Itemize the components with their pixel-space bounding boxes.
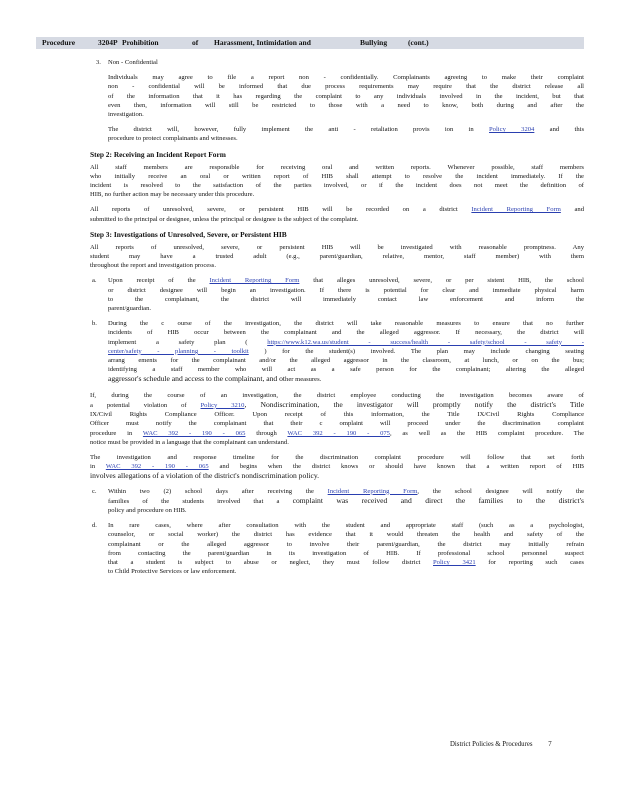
text-line: The district will, however, fully implement the anti - retaliation provis ion in Policy 3204 and this: [108, 126, 584, 134]
section-step-3: [90, 230, 584, 385]
wac-link[interactable]: WAC 392 - 190 - 075: [287, 429, 390, 437]
section-heading: Step 2: Receiving an Incident Report Form: [90, 149, 226, 159]
text-line: to the complainant, the district will immediately contact law enforcement and inform the: [108, 295, 584, 303]
text-line: parent/guardian.: [108, 305, 152, 313]
text-line: even then, information will still be restricted to those with a need to know, both during and after the: [108, 101, 584, 109]
header-title-a: Prohibition: [122, 38, 159, 47]
text-line: student may have a trusted adult (e.g., parent/guardian, relative, mentor, staff member) with them: [90, 253, 584, 261]
text-line: families of the students involved that a complaint was received and direct the families to the district's: [108, 495, 584, 505]
text-line: implement a safety plan ( https://www.k12.wa.us/student - success/health - safety/school - safety -: [108, 338, 584, 346]
text-line: counselor, or social worker) the district has evidence that it would threaten the health and safety of the: [108, 531, 584, 539]
text-line: Upon receipt of the Incident Reporting Form that alleges unresolved, severe, or per sistent HIB, the school: [108, 277, 584, 285]
text-line: involves allegations of a violation of the district's nondiscrimination policy.: [90, 471, 320, 481]
text-line: Officer must notify the complainant that their c omplaint will proceed under the discrimination complaint: [90, 420, 584, 428]
text-line: complainant or the alleged aggressor to involve their parent/guardian, the district may initially refrain: [108, 540, 584, 548]
policy-link[interactable]: Policy 3421: [433, 558, 476, 566]
list-item-c: [92, 487, 584, 516]
paragraph: [90, 243, 584, 271]
text-line: non - confidential will be informed that due process requirements may require that the district release all: [108, 83, 584, 91]
footer-label: District Policies & Procedures: [450, 741, 533, 748]
list-item-b: [92, 319, 584, 384]
text-line: procedure in WAC 392 - 190 - 065 through WAC 392 - 190 - 075, as well as the HIB complaint procedure. The: [90, 429, 584, 437]
header-title-c: Harassment, Intimidation and: [214, 38, 311, 47]
text-line: incident is resolved to the satisfaction of the parties involved, or if the incident does not meet the definition of: [90, 182, 584, 190]
incident-form-link[interactable]: Incident Reporting Form: [209, 277, 300, 285]
text-line: In rare cases, where after consultation with the student and appropriate staff (such as a psychologist,: [108, 522, 584, 530]
text-line: All reports of unresolved, severe, or persistent HIB will be recorded on a district Incident Reporting Form and: [90, 206, 584, 214]
text-line: If, during the course of an investigation, the district employee conducting the investigation becomes aware of: [90, 391, 584, 399]
section-heading: Non - Confidential: [108, 59, 158, 66]
text-line: or district designee will begin an investigation. If there is potential for clear and immediate physical harm: [108, 286, 584, 294]
text-line: aggressor's schedule and access to the complainant, and other measures.: [108, 374, 322, 384]
header-title-d: Bullying: [360, 38, 388, 47]
text-line: notice must be provided in a language that the complainant can understand.: [90, 438, 289, 446]
header-code: 3204P: [98, 38, 118, 47]
text-line: center/safety - planning - toolkit ) for the student(s) involved. The plan may include changing seating: [108, 347, 584, 355]
page-header: [36, 37, 584, 49]
text-line: All staff members are responsible for receiving oral and written reports. Whenever possible, staff members: [90, 163, 584, 171]
incident-form-link[interactable]: Incident Reporting Form: [327, 487, 418, 495]
header-title-b: of: [192, 38, 199, 47]
paragraph-timeline: [90, 453, 584, 481]
item-letter: c.: [92, 487, 97, 495]
paragraph: [108, 73, 584, 119]
text-line: from contacting the parent/guardian in its investigation of HIB. If professional school personnel suspect: [108, 549, 584, 557]
text-line: During the c ourse of the investigation, the district will take reasonable measures to ensure that no further: [108, 320, 584, 328]
policy-link[interactable]: Policy 3204: [489, 126, 535, 134]
incident-form-link[interactable]: Incident Reporting Form: [471, 206, 561, 214]
text-line: All reports of unresolved, severe, or persistent HIB will be investigated with reasonable promptness. Any: [90, 243, 584, 251]
section-non-confidential: [96, 58, 584, 144]
section-heading: Step 3: Investigations of Unresolved, Severe, or Persistent HIB: [90, 229, 287, 239]
text-line: investigation.: [108, 111, 144, 119]
item-number: 3.: [96, 59, 101, 66]
text-line: Within two (2) school days after receiving the Incident Reporting Form, the school designee will notify the: [108, 487, 584, 495]
list-item-a: [92, 276, 584, 313]
text-line: throughout the report and investigation process.: [90, 262, 216, 270]
text-line: The investigation and response timeline for the discrimination complaint procedure will follow that set forth: [90, 453, 584, 461]
section-step-2: [90, 150, 584, 224]
text-line: that a student is subject to abuse or neglect, they must follow district Policy 3421 for reporting such cases: [108, 558, 584, 566]
header-title-e: (cont.): [408, 38, 429, 47]
text-line: to Child Protective Services or law enforcement.: [108, 568, 237, 576]
item-letter: b.: [92, 320, 97, 328]
safety-toolkit-link-cont[interactable]: center/safety - planning - toolkit: [108, 347, 249, 355]
text-line: submitted to the principal or designee, unless the principal or designee is the subject of the complaint.: [90, 215, 359, 223]
list-item-d: [92, 521, 584, 576]
header-label: Procedure: [42, 38, 76, 47]
item-letter: a.: [92, 277, 97, 285]
text-line: HIB, no further action may be necessary under this procedure.: [90, 191, 255, 199]
text-line: in WAC 392 - 190 - 065 and begins when the district knows or should have known that a written report of HIB: [90, 463, 584, 471]
text-line: policy and procedure on HIB.: [108, 506, 187, 514]
paragraph-title-ix: [90, 391, 584, 447]
text-line: incidents of HIB occur between the complainant and the alleged aggressor. If necessary, the district will: [108, 329, 584, 337]
page-footer: [450, 741, 566, 748]
wac-link[interactable]: WAC 392 - 190 - 065: [142, 429, 246, 437]
policy-link[interactable]: Policy 3210: [200, 401, 245, 409]
wac-link[interactable]: WAC 392 - 190 - 065: [105, 463, 209, 471]
text-line: arrang ements for the complainant and/or the alleged aggressor in the classroom, at lunch, or on the bus;: [108, 357, 584, 365]
paragraph: [108, 125, 584, 143]
text-line: a potential violation of Policy 3210, Nondiscrimination, the investigator will promptly notify the district's Title: [90, 399, 584, 409]
page-number: 7: [548, 741, 552, 748]
text-line: identifying a staff member who will act as a safe person for the complainant; altering the alleged: [108, 366, 584, 374]
text-line: who initially receive an oral or written report of HIB shall attempt to resolve the incident immediately. If the: [90, 172, 584, 180]
paragraph: [90, 205, 584, 223]
text-line: IX/Civil Rights Compliance Officer. Upon receipt of this information, the Title IX/Civil Rights Compliance: [90, 411, 584, 419]
page-body: [90, 58, 584, 576]
item-letter: d.: [92, 522, 97, 530]
paragraph: [90, 163, 584, 200]
text-line: procedure to protect complainants and witnesses.: [108, 135, 238, 143]
safety-toolkit-link[interactable]: https://www.k12.wa.us/student - success/health - safety/school - safety -: [267, 338, 584, 346]
text-line: Individuals may agree to file a report non - confidentially. Complainants agreeing to make their complaint: [108, 74, 584, 82]
text-line: of the information that it has regarding the complaint to any individuals involved in the incident, but that: [108, 92, 584, 100]
